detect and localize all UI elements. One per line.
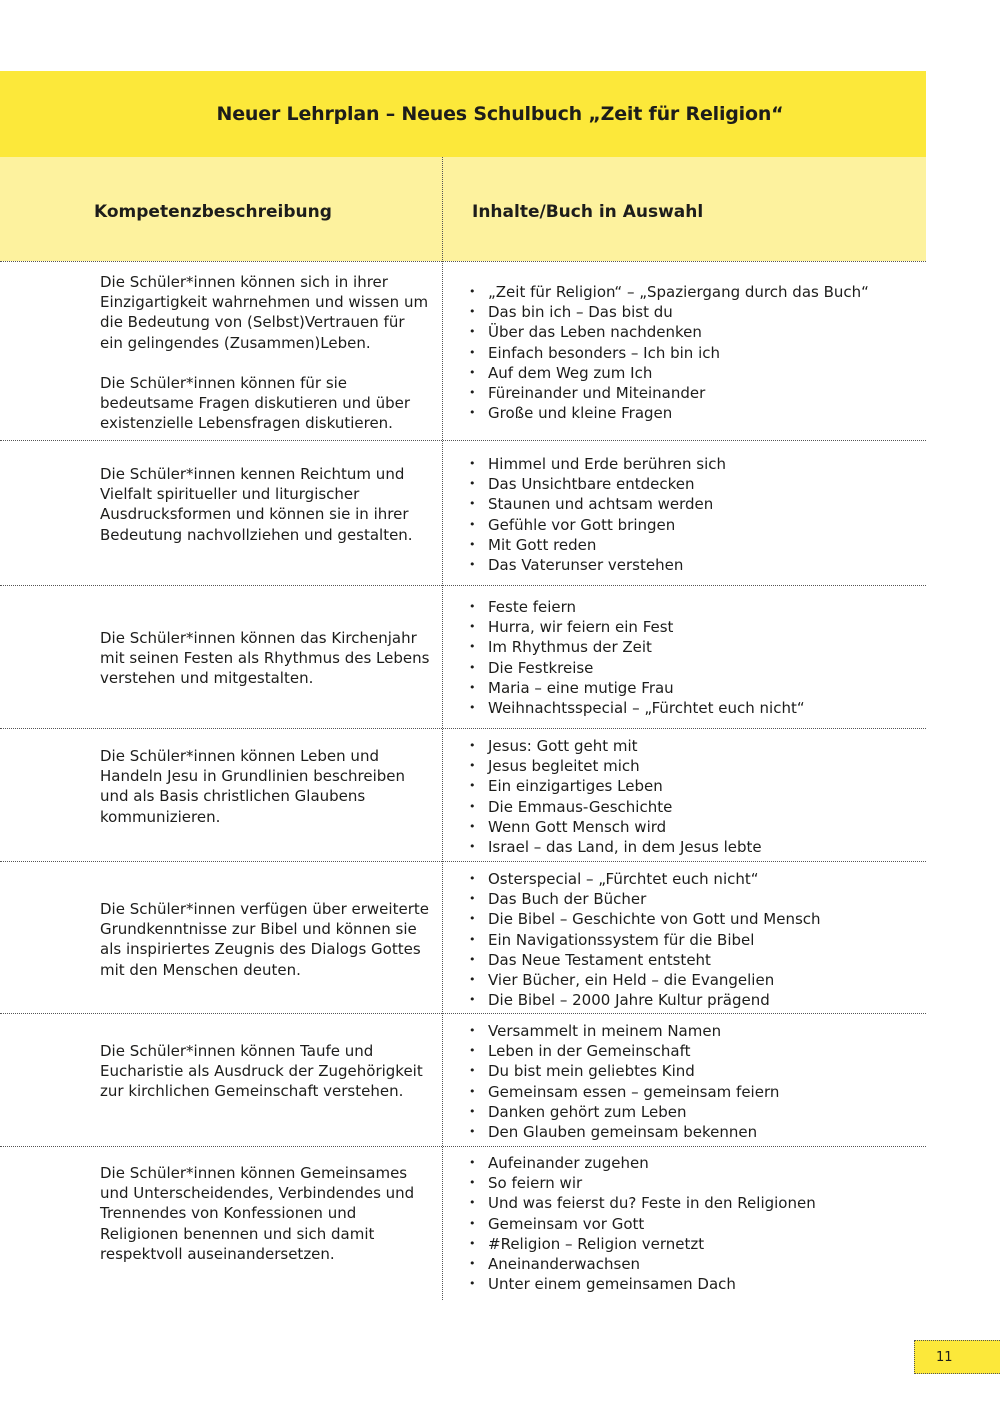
column-header-contents: Inhalte/Buch in Auswahl	[472, 202, 704, 222]
page-title: Neuer Lehrplan – Neues Schulbuch „Zeit für Religion“	[216, 103, 784, 125]
row-divider	[0, 1013, 926, 1014]
list-item: • Vier Bücher, ein Held – die Evangelien	[468, 970, 918, 990]
list-item: • Das Unsichtbare entdecken	[468, 474, 918, 494]
list-item: • Jesus begleitet mich	[468, 756, 918, 776]
competence-text: Die Schüler*innen können Leben und Handeln Jesu in Grundlinien beschreiben und als Basis christlichen Glaubens kommunizieren.	[100, 747, 406, 826]
competence-description	[100, 272, 430, 433]
list-item: • Ein Navigationssystem für die Bibel	[468, 930, 918, 950]
list-item: • Einfach besonders – Ich bin ich	[468, 343, 918, 363]
competence-text: Die Schüler*innen können Taufe und Eucharistie als Ausdruck der Zugehörigkeit zur kirchlichen Gemeinschaft verstehen.	[100, 1042, 423, 1101]
content-list	[468, 282, 918, 423]
list-item: • Aufeinander zugehen	[468, 1153, 918, 1173]
content-list	[468, 869, 918, 1010]
row-divider	[0, 1146, 926, 1147]
page-number: 11	[914, 1340, 1000, 1374]
list-item: • Du bist mein geliebtes Kind	[468, 1061, 918, 1081]
list-item: • Jesus: Gott geht mit	[468, 736, 918, 756]
list-item: • #Religion – Religion vernetzt	[468, 1234, 918, 1254]
list-item: • Füreinander und Miteinander	[468, 383, 918, 403]
competence-description	[100, 746, 430, 827]
competence-text: Die Schüler*innen können für sie bedeutsame Fragen diskutieren und über existenzielle Lebensfragen diskutieren.	[100, 373, 411, 433]
competence-text: Die Schüler*innen können sich in ihrer Einzigartigkeit wahrnehmen und wissen um die Bedeutung von (Selbst)Vertrauen für ein gelingendes (Zusammen)Leben.	[100, 273, 429, 352]
list-item: • „Zeit für Religion“ – „Spaziergang durch das Buch“	[468, 282, 918, 302]
list-item: • Versammelt in meinem Namen	[468, 1021, 918, 1041]
row-divider	[0, 728, 926, 729]
list-item: • Aneinanderwachsen	[468, 1254, 918, 1274]
list-item: • Mit Gott reden	[468, 535, 918, 555]
competence-description	[100, 1163, 430, 1264]
list-item: • Danken gehört zum Leben	[468, 1102, 918, 1122]
competence-description	[100, 1041, 430, 1102]
competence-description	[100, 628, 430, 689]
list-item: • Leben in der Gemeinschaft	[468, 1041, 918, 1061]
list-item: • Auf dem Weg zum Ich	[468, 363, 918, 383]
list-item: • Unter einem gemeinsamen Dach	[468, 1274, 918, 1294]
list-item: • Die Bibel – 2000 Jahre Kultur prägend	[468, 990, 918, 1010]
list-item: • Das Vaterunser verstehen	[468, 555, 918, 575]
row-divider	[0, 861, 926, 862]
content-list	[468, 1021, 918, 1142]
list-item: • Gemeinsam essen – gemeinsam feiern	[468, 1082, 918, 1102]
list-item: • Feste feiern	[468, 597, 918, 617]
list-item: • So feiern wir	[468, 1173, 918, 1193]
list-item: • Die Bibel – Geschichte von Gott und Mensch	[468, 909, 918, 929]
list-item: • Himmel und Erde berühren sich	[468, 454, 918, 474]
competence-description	[100, 899, 430, 980]
competence-text: Die Schüler*innen verfügen über erweiterte Grundkenntnisse zur Bibel und können sie als inspiriertes Zeugnis des Dialogs Gottes mit den Menschen deuten.	[100, 900, 429, 979]
list-item: • Israel – das Land, in dem Jesus lebte	[468, 837, 918, 857]
list-item: • Weihnachtsspecial – „Fürchtet euch nicht“	[468, 698, 918, 718]
list-item: • Das Neue Testament entsteht	[468, 950, 918, 970]
list-item: • Große und kleine Fragen	[468, 403, 918, 423]
column-header-competence: Kompetenzbeschreibung	[94, 202, 332, 222]
list-item: • Gemeinsam vor Gott	[468, 1214, 918, 1234]
list-item: • Das Buch der Bücher	[468, 889, 918, 909]
list-item: • Wenn Gott Mensch wird	[468, 817, 918, 837]
competence-text: Die Schüler*innen können das Kirchenjahr mit seinen Festen als Rhythmus des Lebens verstehen und mitgestalten.	[100, 629, 430, 688]
list-item: • Maria – eine mutige Frau	[468, 678, 918, 698]
list-item: • Osterspecial – „Fürchtet euch nicht“	[468, 869, 918, 889]
row-divider	[0, 440, 926, 441]
list-item: • Hurra, wir feiern ein Fest	[468, 617, 918, 637]
list-item: • Ein einzigartiges Leben	[468, 776, 918, 796]
list-item: • Die Emmaus-Geschichte	[468, 797, 918, 817]
list-item: • Über das Leben nachdenken	[468, 322, 918, 342]
title-bar	[0, 71, 926, 157]
content-list	[468, 1153, 918, 1294]
list-item: • Im Rhythmus der Zeit	[468, 637, 918, 657]
list-item: • Und was feierst du? Feste in den Religionen	[468, 1193, 918, 1213]
content-list	[468, 454, 918, 575]
competence-description	[100, 464, 430, 545]
list-item: • Den Glauben gemeinsam bekennen	[468, 1122, 918, 1142]
list-item: • Die Festkreise	[468, 658, 918, 678]
row-divider	[0, 585, 926, 586]
list-item: • Das bin ich – Das bist du	[468, 302, 918, 322]
content-list	[468, 736, 918, 857]
competence-text: Die Schüler*innen kennen Reichtum und Vielfalt spiritueller und liturgischer Ausdrucksformen und können sie in ihrer Bedeutung nachvollziehen und gestalten.	[100, 465, 413, 544]
content-list	[468, 597, 918, 718]
row-divider	[0, 261, 926, 262]
list-item: • Staunen und achtsam werden	[468, 494, 918, 514]
competence-text: Die Schüler*innen können Gemeinsames und Unterscheidendes, Verbindendes und Trennendes von Konfessionen und Religionen benennen und sich damit respektvoll auseinandersetzen.	[100, 1164, 415, 1263]
list-item: • Gefühle vor Gott bringen	[468, 515, 918, 535]
